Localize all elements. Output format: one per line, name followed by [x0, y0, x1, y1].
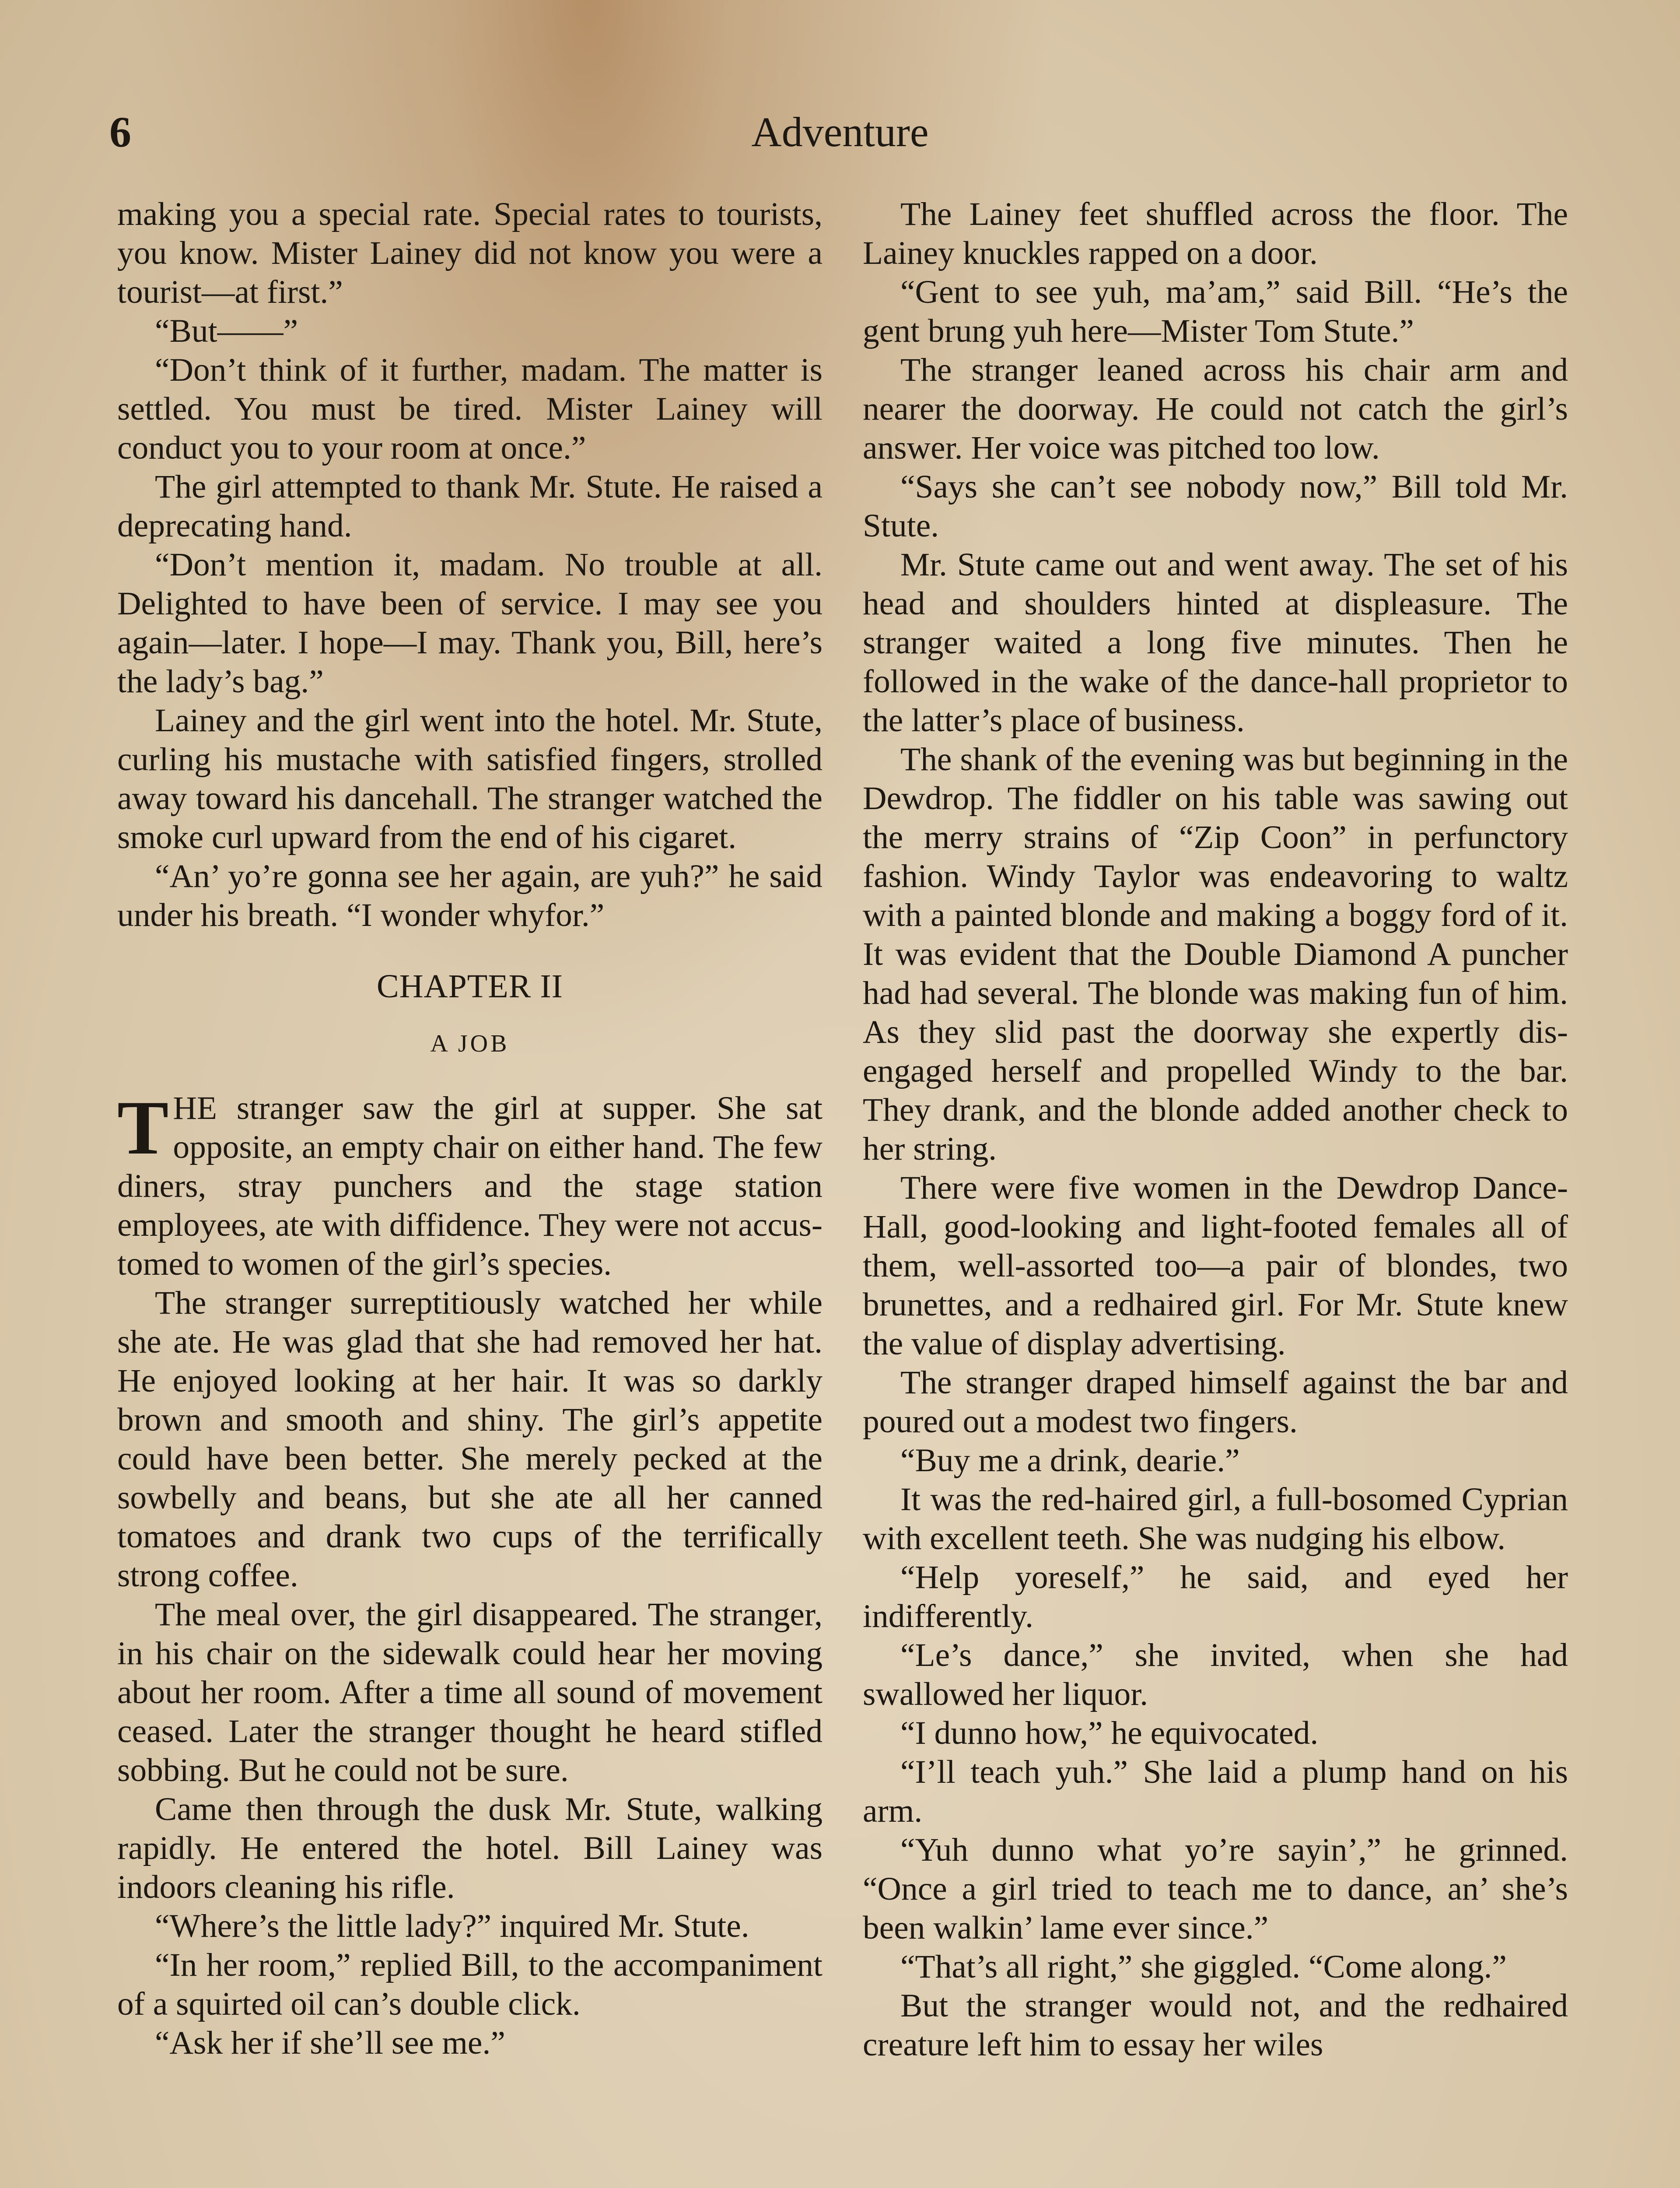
left-column — [117, 195, 822, 2062]
paragraph: “Ask her if she’ll see me.” — [155, 2025, 505, 2061]
paragraph: “Buy me a drink, dearie.” — [900, 1442, 1240, 1479]
paragraph: “I’ll teach yuh.” She laid a plump hand on his arm. — [863, 1754, 1568, 1829]
paragraph: There were five women in the Dewdrop Dance-Hall, good-looking and light-footed females all of them, well-assorted too—a pair of blondes, two brunettes, and a redhaired girl. For Mr. Stute knew the value of display advertising. — [863, 1170, 1568, 1362]
chapter-opening-paragraph — [117, 1085, 822, 1283]
paragraph: “I dunno how,” he equivocated. — [900, 1715, 1319, 1751]
paragraph: “But——” — [155, 313, 298, 349]
paragraph: Lainey and the girl went into the hotel. Mr. Stute, curling his mustache with satisfied fingers, strolled away toward his dancehall. The stranger watched the smoke curl upward from the end of his cigaret. — [117, 702, 822, 856]
paragraph: But the stranger would not, and the redhaired creature left him to essay her wiles — [863, 1988, 1568, 2063]
paragraph: “An’ yo’re gonna see her again, are yuh?” he said under his breath. “I wonder whyfor.” — [117, 858, 822, 933]
paragraph: The meal over, the girl disappeared. The stranger, in his chair on the sidewalk could hear her moving about her room. After a time all sound of movement ceased. Later the stranger thought he heard stifled sobbing. But he could not be sure. — [117, 1596, 822, 1788]
paragraph: The Lainey feet shuffled across the floor. The Lainey knuckles rapped on a door. — [863, 196, 1568, 271]
paragraph: The shank of the evening was but beginning in the Dewdrop. The fiddler on his table was sawing out the merry strains of “Zip Coon” in perfunctory fashion. Windy Taylor was endeavoring to waltz with a painted blonde and making a boggy ford of it. It was evident that the Double Diamond A puncher had had several. The blonde was making fun of him. As they slid past the doorway she expertly disengaged herself and propelled Windy to the bar. They drank, and the blonde added another check to her string. — [863, 741, 1568, 1167]
paragraph: The stranger draped himself against the bar and poured out a modest two fingers. — [863, 1364, 1568, 1440]
paragraph: making you a special rate. Special rates to tourists, you know. Mister Lainey did not know you were a tourist—at first.” — [117, 196, 822, 310]
drop-cap: T — [117, 1085, 169, 1171]
running-title: Adventure — [751, 109, 929, 155]
paragraph: “Gent to see yuh, ma’am,” said Bill. “He’s the gent brung yuh here—Mister Tom Stute.” — [863, 274, 1568, 349]
paragraph: It was the red-haired girl, a full-bosomed Cyprian with excellent teeth. She was nudging his elbow. — [863, 1481, 1568, 1557]
right-column — [863, 195, 1568, 2064]
paragraph: The girl attempted to thank Mr. Stute. He raised a deprecating hand. — [117, 469, 822, 544]
paragraph: Mr. Stute came out and went away. The set of his head and shoulders hinted at displeasure. The stranger waited a long five minutes. Then he followed in the wake of the dance-hall proprietor to the latter’s place of business. — [863, 547, 1568, 739]
paragraph: “Le’s dance,” she invited, when she had swallowed her liquor. — [863, 1637, 1568, 1712]
paragraph: “Says she can’t see nobody now,” Bill told Mr. Stute. — [863, 469, 1568, 544]
paragraph: The stranger surreptitiously watched her while she ate. He was glad that she had removed her hat. He enjoyed looking at her hair. It was so darkly brown and smooth and shiny. The girl’s appetite could have been better. She merely pecked at the sowbelly and beans, but she ate all her canned tomatoes and drank two cups of the terrifically strong coffee. — [117, 1285, 822, 1594]
paragraph: “That’s all right,” she giggled. “Come along.” — [900, 1949, 1507, 1985]
paragraph: Came then through the dusk Mr. Stute, walking rapidly. He entered the hotel. Bill Lainey was indoors cleaning his rifle. — [117, 1791, 822, 1905]
page-number: 6 — [109, 108, 131, 156]
chapter-subtitle: A JOB — [430, 1030, 510, 1057]
page-header — [109, 102, 1571, 163]
paragraph: “In her room,” replied Bill, to the accompaniment of a squirted oil can’s double click. — [117, 1947, 822, 2022]
paragraph: “Don’t think of it further, madam. The matter is settled. You must be tired. Mister Lainey will conduct you to your room at once.” — [117, 352, 822, 466]
opening-paragraph-text: HE stranger saw the girl at supper. She sat opposite, an empty chair on either hand. The few diners, stray punchers and the stage station employees, ate with diffidence. They were not accustomed to women of the girl’s species. — [117, 1090, 822, 1282]
paragraph: “Help yoreself,” he said, and eyed her indifferently. — [863, 1559, 1568, 1634]
paragraph: “Don’t mention it, madam. No trouble at all. Delighted to have been of service. I may see you again—later. I hope—I may. Thank you, Bill, here’s the lady’s bag.” — [117, 547, 822, 700]
paragraph: The stranger leaned across his chair arm and nearer the doorway. He could not catch the girl’s answer. Her voice was pitched too low. — [863, 352, 1568, 466]
paragraph: “Yuh dunno what yo’re sayin’,” he grinned. “Once a girl tried to teach me to dance, an’ she’s been walkin’ lame ever since.” — [863, 1832, 1568, 1946]
paragraph: “Where’s the little lady?” inquired Mr. Stute. — [155, 1908, 749, 1944]
chapter-heading: CHAPTER II — [377, 968, 563, 1005]
